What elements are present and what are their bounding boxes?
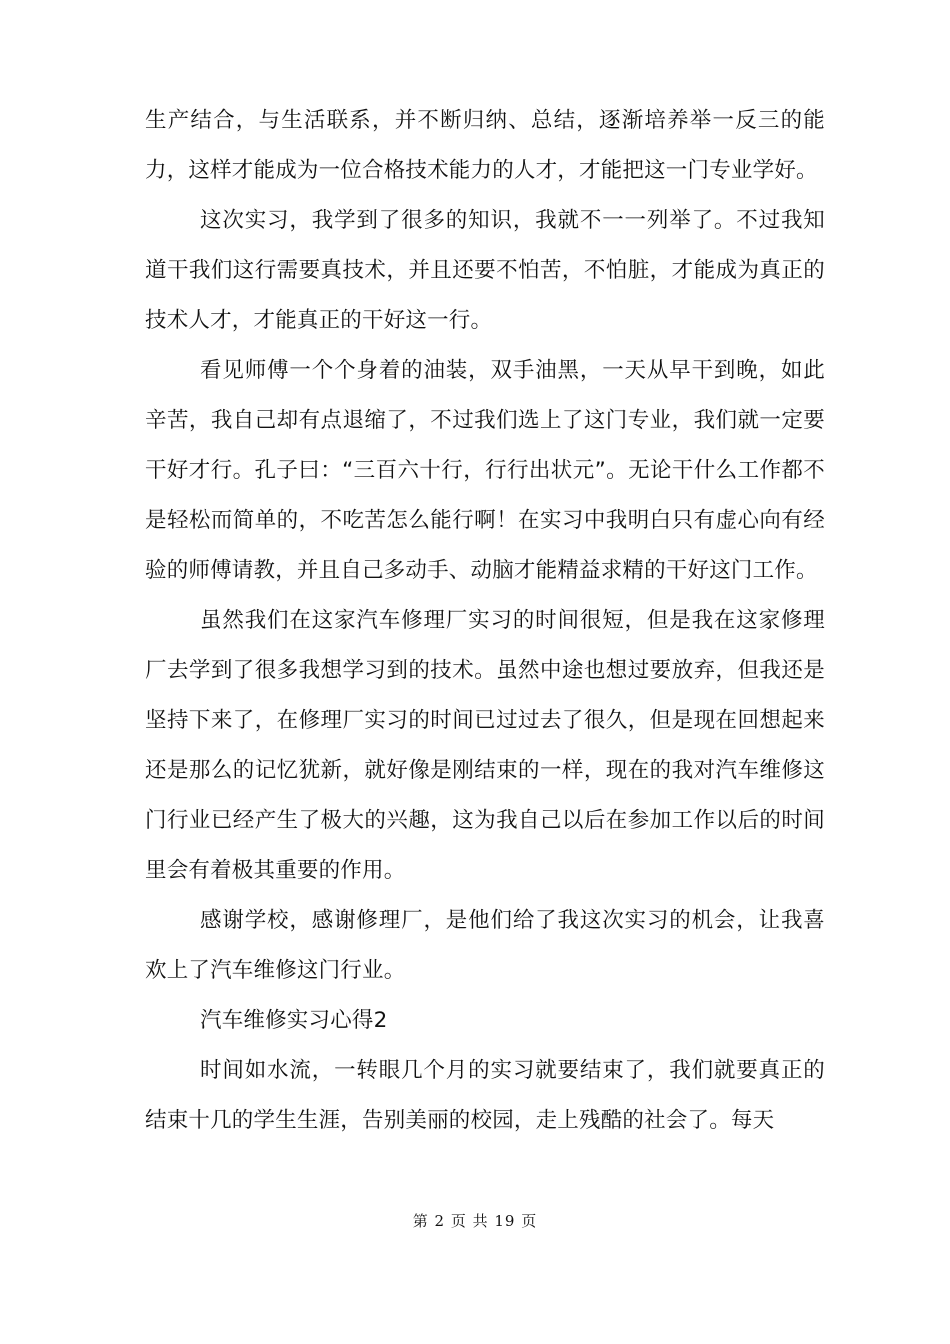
- page-number-footer: 第 2 页 共 19 页: [412, 1212, 538, 1230]
- paragraph-5: 感谢学校，感谢修理厂，是他们给了我这次实习的机会，让我喜欢上了汽车维修这门行业。: [145, 908, 825, 983]
- document-body: [145, 96, 825, 1146]
- paragraph-4: 虽然我们在这家汽车修理厂实习的时间很短，但是我在这家修理厂去学到了很多我想学习到的技术。虽然中途也想过要放弃，但我还是坚持下来了，在修理厂实习的时间已过过去了很久，但是现在回想起来还是那么的记忆犹新，就好像是刚结束的一样，现在的我对汽车维修这门行业已经产生了极大的兴趣，这为我自己以后在参加工作以后的时间里会有着极其重要的作用。: [145, 608, 825, 883]
- paragraph-2: 这次实习，我学到了很多的知识，我就不一一列举了。不过我知道干我们这行需要真技术，并且还要不怕苦，不怕脏，才能成为真正的技术人才，才能真正的干好这一行。: [145, 208, 825, 333]
- paragraph-1: 生产结合，与生活联系，并不断归纳、总结，逐渐培养举一反三的能力，这样才能成为一位合格技术能力的人才，才能把这一门专业学好。: [145, 108, 825, 183]
- paragraph-6: 时间如水流，一转眼几个月的实习就要结束了，我们就要真正的结束十几的学生生涯，告别美丽的校园，走上残酷的社会了。每天: [145, 1058, 825, 1133]
- paragraph-3: 看见师傅一个个身着的油装，双手油黑，一天从早干到晚，如此辛苦，我自己却有点退缩了，不过我们选上了这门专业，我们就一定要干好才行。孔子曰：“三百六十行，行行出状元”。无论干什么工作都不是轻松而简单的，不吃苦怎么能行啊！在实习中我明白只有虚心向有经验的师傅请教，并且自己多动手、动脑才能精益求精的干好这门工作。: [145, 358, 825, 583]
- section-heading: 汽车维修实习心得2: [200, 1008, 388, 1033]
